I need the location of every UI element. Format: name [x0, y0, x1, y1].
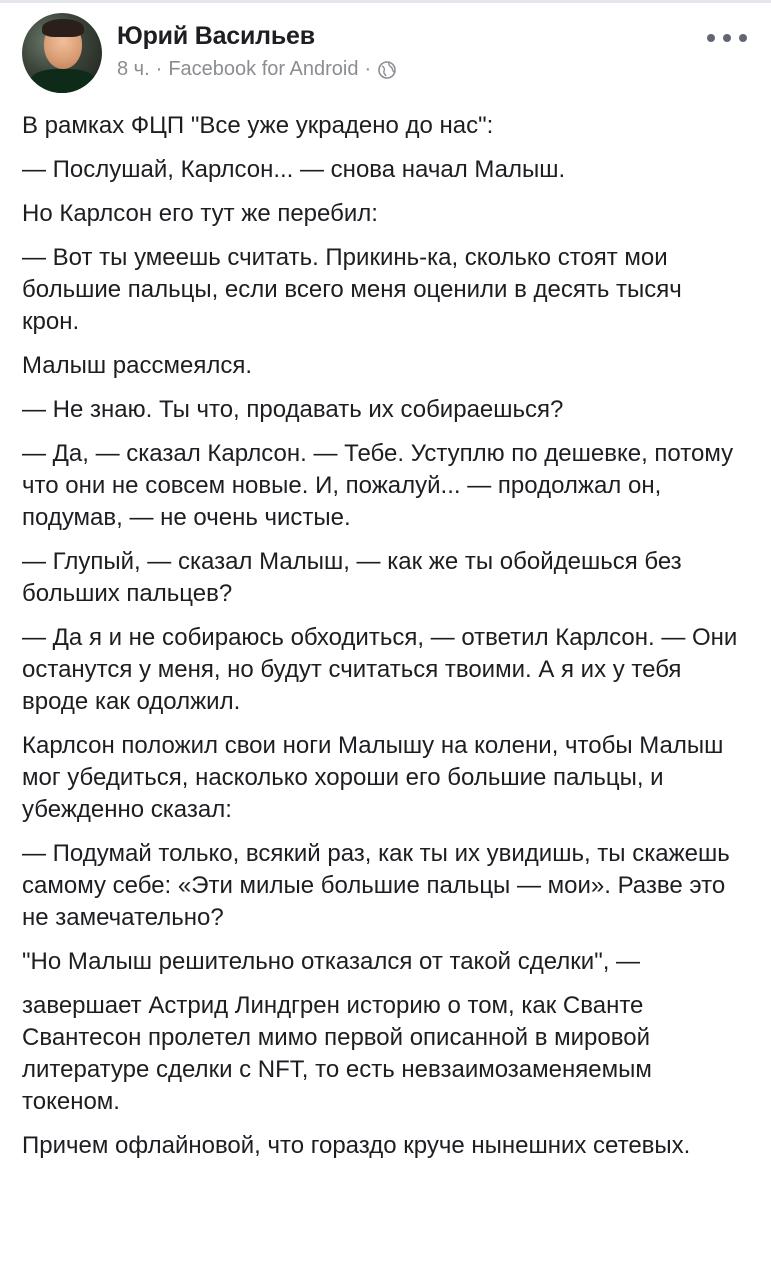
post-source: Facebook for Android: [168, 58, 359, 80]
post-paragraph: Но Карлсон его тут же перебил:: [22, 200, 378, 227]
post-paragraph: — Да, — сказал Карлсон. — Тебе. Уступлю по дешевке, потому что они не совсем новые. И, пожалуй... — продолжал он, подумав, — не очень чистые.: [22, 440, 734, 531]
post-paragraph: завершает Астрид Линдгрен историю о том, как Сванте Свантесон пролетел мимо первой описанной в мировой литературе сделки с NFT, то есть невзаимозаменяемым токеном.: [22, 992, 652, 1115]
post-paragraph: — Послушай, Карлсон... — снова начал Малыш.: [22, 156, 566, 183]
post-meta: [117, 58, 397, 81]
more-dot: [707, 34, 715, 42]
post-paragraph: В рамках ФЦП "Все уже украдено до нас":: [22, 112, 494, 139]
post-paragraph: Малыш рассмеялся.: [22, 352, 252, 379]
avatar-shirt: [30, 69, 96, 93]
avatar-hair: [42, 19, 84, 37]
post-paragraph: — Не знаю. Ты что, продавать их собираешься?: [22, 396, 564, 423]
globe-icon: [377, 60, 397, 80]
post-time[interactable]: 8 ч.: [117, 58, 150, 80]
avatar[interactable]: [22, 13, 102, 93]
post-text: [22, 110, 742, 1174]
post-paragraph: Карлсон положил свои ноги Малышу на колени, чтобы Малыш мог убедиться, насколько хороши его большие пальцы, и убежденно сказал:: [22, 732, 724, 823]
post-paragraph: Причем офлайновой, что гораздо круче нынешних сетевых.: [22, 1132, 691, 1159]
meta-separator: ·: [155, 58, 163, 80]
post-paragraph: — Вот ты умеешь считать. Прикинь-ка, сколько стоят мои большие пальцы, если всего меня оценили в десять тысяч крон.: [22, 244, 682, 335]
post-paragraph: "Но Малыш решительно отказался от такой сделки", —: [22, 948, 641, 975]
post-paragraph: — Глупый, — сказал Малыш, — как же ты обойдешься без больших пальцев?: [22, 548, 682, 607]
author-name[interactable]: Юрий Васильев: [117, 22, 315, 50]
more-dot: [739, 34, 747, 42]
post-header: [18, 8, 753, 88]
meta-separator-2: ·: [364, 58, 372, 80]
post-paragraph: — Да я и не собираюсь обходиться, — ответил Карлсон. — Они останутся у меня, но будут считаться твоими. А я их у тебя вроде как одолжил.: [22, 624, 738, 715]
top-divider: [0, 0, 771, 3]
more-dot: [723, 34, 731, 42]
post-paragraph: — Подумай только, всякий раз, как ты их увидишь, ты скажешь самому себе: «Эти милые большие пальцы — мои». Разве это не замечательно?: [22, 840, 730, 931]
more-horizontal-icon[interactable]: [707, 30, 747, 46]
